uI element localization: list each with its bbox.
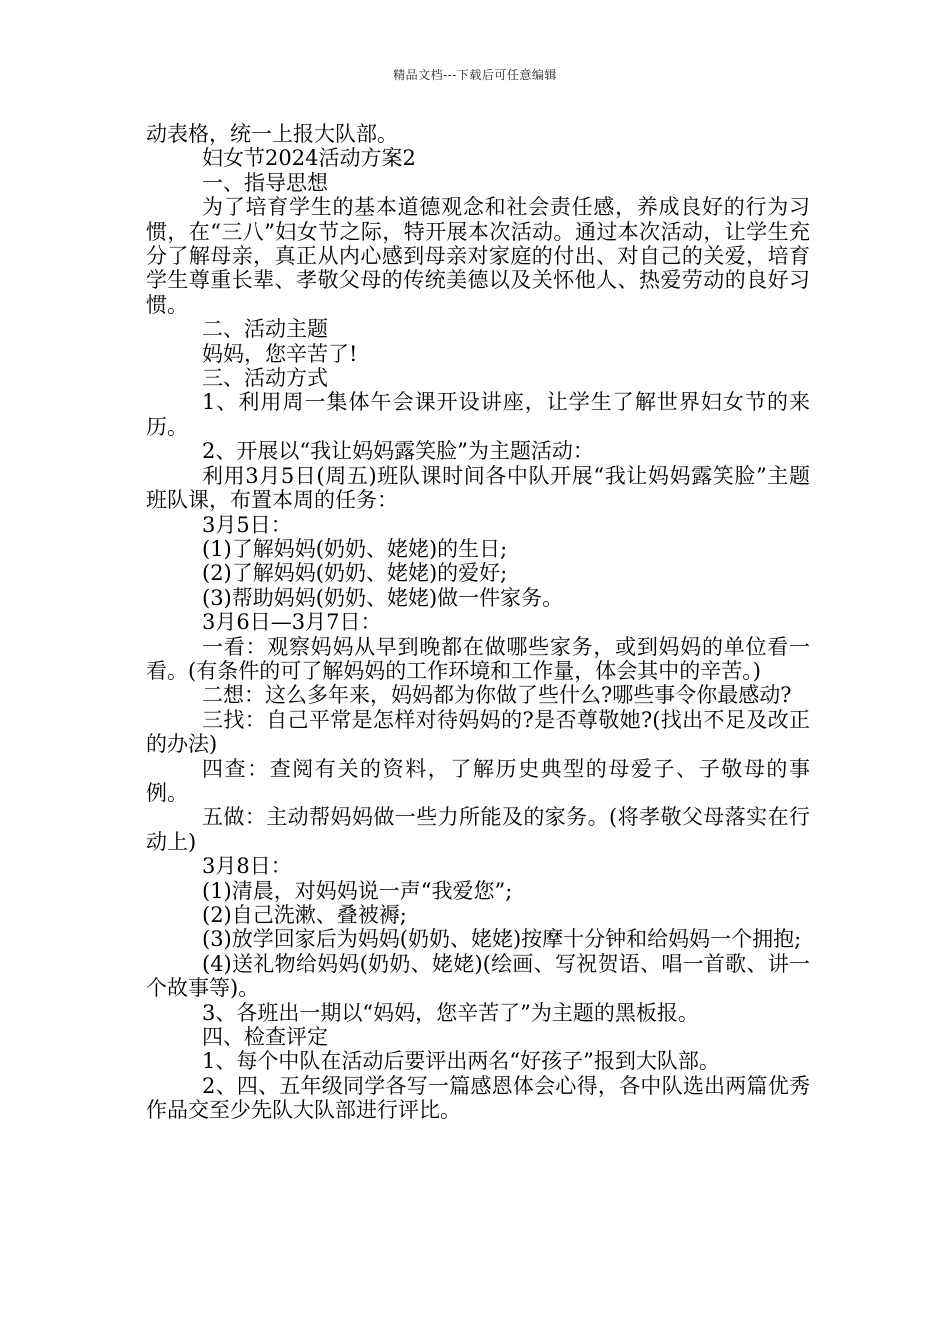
page-header: 精品文档---下载后可任意编辑	[393, 68, 557, 82]
date-label: 3月5日：	[202, 512, 292, 537]
date-label: 3月6日—3月7日：	[202, 610, 382, 635]
paragraph: 二想：这么多年来，妈妈都为你做了些什么?哪些事令你最感动?	[202, 683, 792, 708]
paragraph: 1、利用周一集体午会课开设讲座，让学生了解世界妇女节的来历。	[146, 390, 810, 439]
heading-activity-method: 三、活动方式	[202, 366, 328, 391]
paragraph: 动表格，统一上报大队部。	[146, 122, 398, 146]
list-item: (4)送礼物给妈妈(奶奶、姥姥)(绘画、写祝贺语、唱一首歌、讲一个故事等)。	[146, 951, 810, 1001]
list-item: (1)清晨，对妈妈说一声“我爱您”;	[202, 878, 513, 903]
paragraph: 为了培育学生的基本道德观念和社会责任感，养成良好的行为习惯，在“三八”妇女节之际，特开展本次活动。通过本次活动，让学生充分了解母亲，真正从内心感到母亲对家庭的付出、对自己的关爱，培育学生尊重长辈、孝敬父母的传统美德以及关怀他人、热爱劳动的良好习惯。	[146, 195, 810, 317]
list-item: (2)了解妈妈(奶奶、姥姥)的爱好;	[202, 561, 508, 586]
paragraph: 一看：观察妈妈从早到晚都在做哪些家务，或到妈妈的单位看一看。(有条件的可了解妈妈的工作环境和工作量，体会其中的辛苦。)	[146, 634, 810, 683]
paragraph: 妈妈，您辛苦了!	[202, 341, 358, 366]
heading-guiding-thought: 一、指导思想	[202, 170, 328, 195]
section-title: 妇女节2024活动方案2	[202, 146, 416, 171]
date-label: 3月8日：	[202, 854, 292, 879]
list-item: (3)放学回家后为妈妈(奶奶、姥姥)按摩十分钟和给妈妈一个拥抱;	[202, 927, 802, 952]
list-item: (3)帮助妈妈(奶奶、姥姥)做一件家务。	[202, 585, 564, 610]
heading-activity-theme: 二、活动主题	[202, 317, 328, 342]
paragraph: 2、四、五年级同学各写一篇感恩体会心得，各中队选出两篇优秀作品交至少先队大队部进行评比。	[146, 1073, 810, 1123]
heading-evaluation: 四、检查评定	[202, 1025, 328, 1050]
list-item: (1)了解妈妈(奶奶、姥姥)的生日;	[202, 536, 508, 561]
paragraph: 3、各班出一期以“妈妈，您辛苦了”为主题的黑板报。	[202, 1000, 699, 1025]
paragraph: 五做：主动帮妈妈做一些力所能及的家务。(将孝敬父母落实在行动上)	[146, 805, 810, 854]
paragraph: 三找：自己平常是怎样对待妈妈的?是否尊敬她?(找出不足及改正的办法)	[146, 707, 810, 757]
paragraph: 利用3月5日(周五)班队课时间各中队开展“我让妈妈露笑脸”主题班队课，布置本周的任务：	[146, 463, 810, 513]
paragraph: 1、每个中队在活动后要评出两名“好孩子”报到大队部。	[202, 1049, 720, 1074]
document-body	[146, 122, 810, 1123]
paragraph: 2、开展以“我让妈妈露笑脸”为主题活动：	[202, 439, 594, 464]
paragraph: 四查：查阅有关的资料，了解历史典型的母爱子、子敬母的事例。	[146, 756, 810, 805]
list-item: (2)自己洗漱、叠被褥;	[202, 903, 407, 927]
